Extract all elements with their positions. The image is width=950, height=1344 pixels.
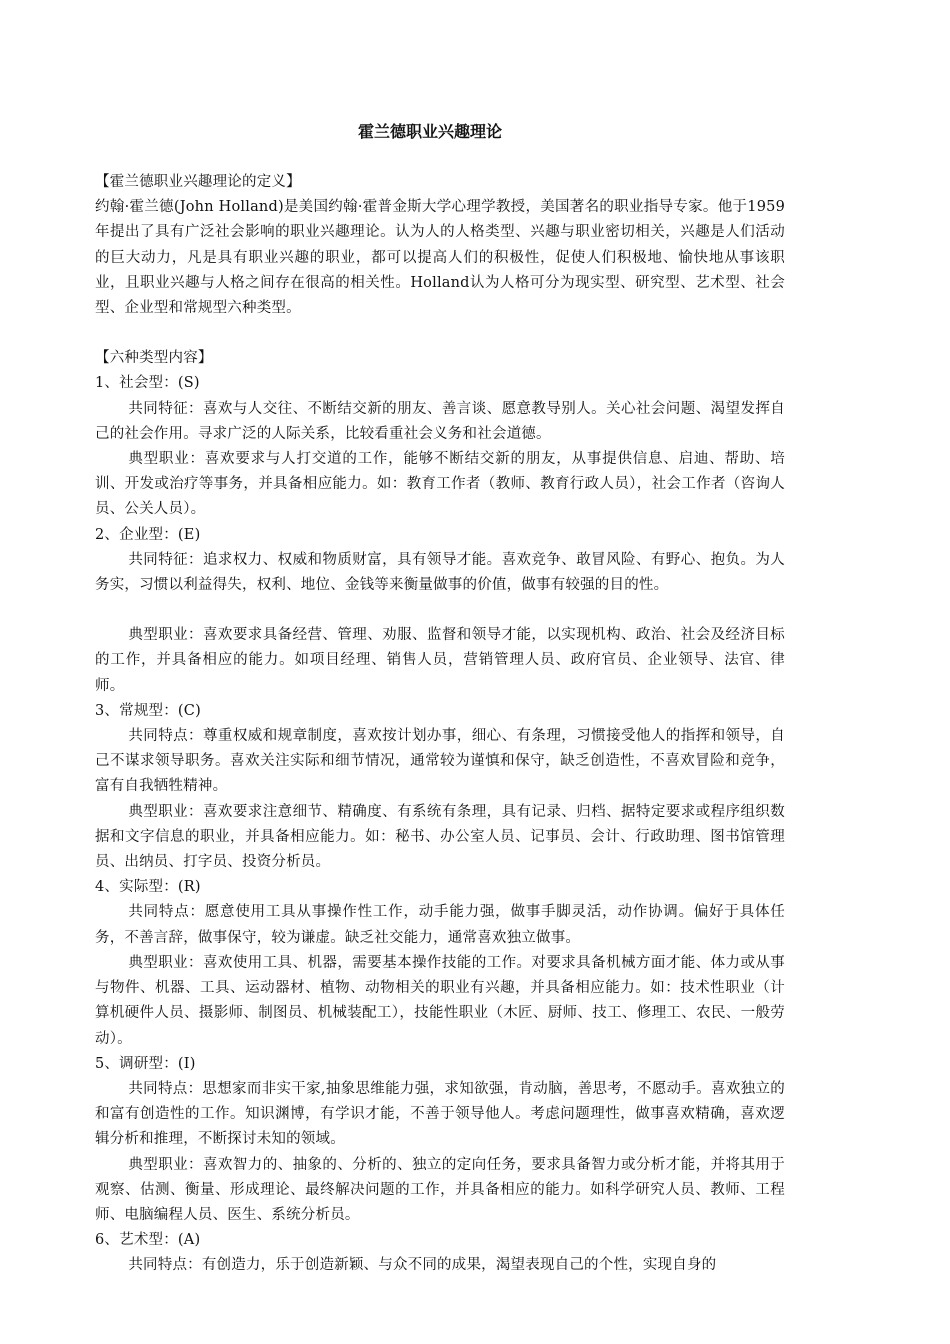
definition-text: 约翰·霍兰德(John Holland)是美国约翰·霍普金斯大学心理学教授，美国著名的职业指导专家。他于1959年提出了具有广泛社会影响的职业兴趣理论。认为人的人格类型、兴趣与职业密切相关，兴趣是人们活动的巨大动力，凡是具有职业兴趣的职业，都可以提高人们的积极性，促使人们积极地、愉快地从事该职业，且职业兴趣与人格之间存在很高的相关性。Holland认为人格可分为现实型、研究型、艺术型、社会型、企业型和常规型六种类型。 [95, 199, 785, 317]
type-feature-realistic: 共同特点：愿意使用工具从事操作性工作，动手能力强，做事手脚灵活，动作协调。偏好于具体任务，不善言辞，做事保守，较为谦虚。缺乏社交能力，通常喜欢独立做事。 [95, 904, 785, 946]
type-feature-artistic: 共同特点：有创造力，乐于创造新颖、与众不同的成果，渴望表现自己的个性，实现自身的 [128, 1257, 717, 1274]
type-career-enterprising: 典型职业：喜欢要求具备经营、管理、劝服、监督和领导才能，以实现机构、政治、社会及经济目标的工作，并具备相应的能力。如项目经理、销售人员，营销管理人员、政府官员、企业领导、法官、律师。 [95, 627, 785, 694]
type-heading-enterprising: 2、企业型：(E) [95, 526, 201, 543]
type-heading-social: 1、社会型：(S) [95, 375, 200, 392]
type-career-realistic: 典型职业：喜欢使用工具、机器，需要基本操作技能的工作。对要求具备机械方面才能、体力或从事与物件、机器、工具、运动器材、植物、动物相关的职业有兴趣，并具备相应能力。如：技术性职业（计算机硬件人员、摄影师、制图员、机械装配工），技能性职业（木匠、厨师、技工、修理工、农民、一般劳动）。 [95, 954, 785, 1047]
type-career-social: 典型职业：喜欢要求与人打交道的工作，能够不断结交新的朋友，从事提供信息、启迪、帮助、培训、开发或治疗等事务，并具备相应能力。如：教育工作者（教师、教育行政人员），社会工作者（咨询人员、公关人员）。 [95, 451, 785, 518]
type-feature-enterprising: 共同特征：追求权力、权威和物质财富，具有领导才能。喜欢竞争、敢冒风险、有野心、抱负。为人务实，习惯以利益得失，权利、地位、金钱等来衡量做事的价值，做事有较强的目的性。 [95, 551, 785, 594]
type-heading-realistic: 4、实际型：(R) [95, 879, 201, 896]
paragraph-spacer [95, 598, 785, 623]
document-title: 霍兰德职业兴趣理论 [357, 122, 502, 141]
type-heading-artistic: 6、艺术型：(A) [95, 1232, 201, 1249]
paragraph-spacer [95, 321, 785, 346]
type-feature-conventional: 共同特点：尊重权威和规章制度，喜欢按计划办事，细心、有条理，习惯接受他人的指挥和领导，自己不谋求领导职务。喜欢关注实际和细节情况，通常较为谨慎和保守，缺乏创造性，不喜欢冒险和竞争，富有自我牺牲精神。 [95, 728, 785, 795]
type-heading-investigative: 5、调研型：(I) [95, 1055, 196, 1072]
definition-heading: 【霍兰德职业兴趣理论的定义】 [95, 174, 301, 190]
type-feature-social: 共同特征：喜欢与人交往、不断结交新的朋友、善言谈、愿意教导别人。关心社会问题、渴望发挥自己的社会作用。寻求广泛的人际关系，比较看重社会义务和社会道德。 [95, 400, 785, 442]
type-career-conventional: 典型职业：喜欢要求注意细节、精确度、有系统有条理，具有记录、归档、据特定要求或程序组织数据和文字信息的职业，并具备相应能力。如：秘书、办公室人员、记事员、会计、行政助理、图书馆管理员、出纳员、打字员、投资分析员。 [95, 803, 785, 871]
types-heading: 【六种类型内容】 [95, 350, 213, 367]
document-body [95, 170, 785, 1279]
type-career-investigative: 典型职业：喜欢智力的、抽象的、分析的、独立的定向任务，要求具备智力或分析才能，并将其用于观察、估测、衡量、形成理论、最终解决问题的工作，并具备相应的能力。如科学研究人员、教师、工程师、电脑编程人员、医生、系统分析员。 [95, 1156, 785, 1223]
type-feature-investigative: 共同特点：思想家而非实干家,抽象思维能力强，求知欲强，肯动脑，善思考，不愿动手。喜欢独立的和富有创造性的工作。知识渊博，有学识才能，不善于领导他人。考虑问题理性，做事喜欢精确，喜欢逻辑分析和推理，不断探讨未知的领域。 [95, 1080, 785, 1148]
type-heading-conventional: 3、常规型：(C) [95, 702, 201, 719]
